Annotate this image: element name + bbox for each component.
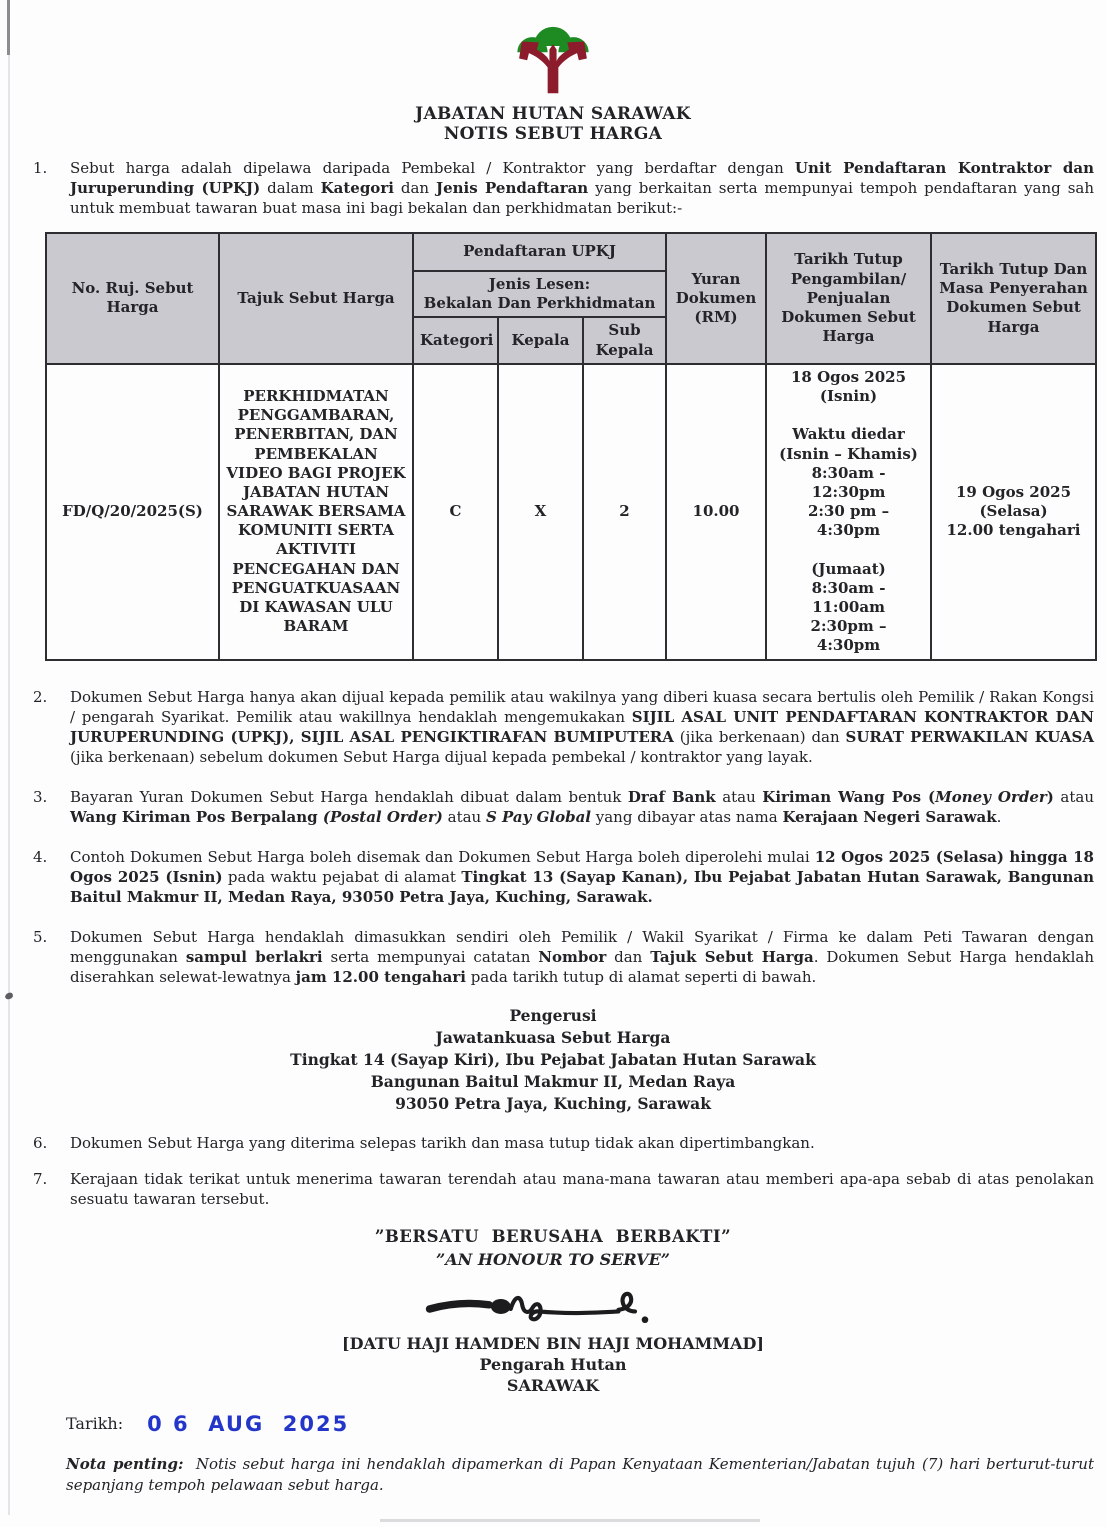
- notice-item-4: [33, 847, 1094, 907]
- signatory-name: [DATU HAJI HAMDEN BIN HAJI MOHAMMAD]: [342, 1333, 764, 1353]
- forest-department-tree-logo-icon: [507, 13, 599, 95]
- header-document-fee: Yuran Dokumen (RM): [666, 233, 766, 364]
- header-close-sale-date: Tarikh Tutup Pengambilan/ Penjualan Dokumen Sebut Harga: [766, 233, 931, 364]
- header-close-submit-date: Tarikh Tutup Dan Masa Penyerahan Dokumen Sebut Harga: [931, 233, 1096, 364]
- quotation-table: [45, 232, 1097, 661]
- date-stamp: 0 6 AUG 2025: [147, 1411, 350, 1436]
- item-number: 4.: [33, 847, 48, 866]
- cell-kategori: C: [413, 364, 498, 660]
- date-label: Tarikh:: [66, 1414, 124, 1434]
- cell-ref-no: FD/Q/20/2025(S): [46, 364, 219, 660]
- document-header: [0, 0, 1106, 144]
- item-number: 5.: [33, 927, 48, 946]
- item-number: 2.: [33, 687, 48, 706]
- header-license-type: Jenis Lesen: Bekalan Dan Perkhidmatan: [413, 271, 666, 317]
- header-sub-kepala: Sub Kepala: [583, 317, 666, 363]
- cell-close-sale-date: 18 Ogos 2025 (Isnin) Waktu diedar (Isnin – Khamis) 8:30am - 12:30pm 2:30 pm – 4:30pm (Jumaat) 8:30am - 11:00am 2:30pm – 4:30pm: [766, 364, 931, 660]
- cell-fee: 10.00: [666, 364, 766, 660]
- cell-close-submit-date: 19 Ogos 2025 (Selasa) 12.00 tengahari: [931, 364, 1096, 660]
- header-upkj-group: Pendaftaran UPKJ: [413, 233, 666, 271]
- organization-name: JABATAN HUTAN SARAWAK: [415, 104, 691, 124]
- notice-item-3: [33, 787, 1094, 827]
- signature-area: [0, 1275, 1106, 1333]
- signatory: [0, 1333, 1106, 1396]
- notice-item-2: [33, 687, 1094, 767]
- cell-sub-kepala: 2: [583, 364, 666, 660]
- header-ref-no: No. Ruj. Sebut Harga: [46, 233, 219, 364]
- motto-english: ”AN HONOUR TO SERVE”: [436, 1249, 670, 1269]
- item-number: 1.: [33, 159, 48, 177]
- item-number: 7.: [33, 1169, 48, 1188]
- cell-quote-title: PERKHIDMATAN PENGGAMBARAN, PENERBITAN, DAN PEMBEKALAN VIDEO BAGI PROJEK JABATAN HUTAN SARAWAK BERSAMA KOMUNITI SERTA AKTIVITI PENCEGAHAN DAN PENGUATKUASAAN DI KAWASAN ULU BARAM: [219, 364, 413, 660]
- scan-bottom-artifact: [380, 1519, 760, 1522]
- item-text: Bayaran Yuran Dokumen Sebut Harga hendaklah dibuat dalam bentuk Draf Bank atau Kiriman Wang Pos (Money Order) atau Wang Kiriman Pos Berpalang (Postal Order) atau S Pay Global yang dibayar atas nama Kerajaan Negeri Sarawak.: [70, 787, 1094, 826]
- signatory-title: Pengarah Hutan: [479, 1354, 627, 1374]
- notice-item-5: [33, 927, 1094, 987]
- important-note: Nota penting: Notis sebut harga ini hendaklah dipamerkan di Papan Kenyataan Kementerian/Jabatan tujuh (7) hari berturut-turut sepanjang tempoh pelawaan sebut harga.: [66, 1454, 1099, 1494]
- submission-address: Pengerusi Jawatankuasa Sebut Harga Tingkat 14 (Sayap Kiri), Ibu Pejabat Jabatan Hutan Sarawak Bangunan Baitul Makmur II, Medan Raya 93050 Petra Jaya, Kuching, Sarawak: [290, 1005, 816, 1113]
- table-row: [46, 364, 1096, 660]
- item-text: Kerajaan tidak terikat untuk menerima tawaran terendah atau mana-mana tawaran atau memberi apa-apa sebab di atas penolakan sesuatu tawaran tersebut.: [70, 1169, 1094, 1208]
- header-quote-title: Tajuk Sebut Harga: [219, 233, 413, 364]
- header-kepala: Kepala: [498, 317, 583, 363]
- scan-mark-artifact: [4, 992, 14, 1000]
- item-text: Dokumen Sebut Harga yang diterima selepas tarikh dan masa tutup tidak akan dipertimbangkan.: [70, 1133, 815, 1152]
- item-number: 6.: [33, 1133, 48, 1152]
- item-text: Contoh Dokumen Sebut Harga boleh disemak dan Dokumen Sebut Harga boleh diperolehi mulai 12 Ogos 2025 (Selasa) hingga 18 Ogos 2025 (Isnin) pada waktu pejabat di alamat Tingkat 13 (Sayap Kanan), Ibu Pejabat Jabatan Hutan Sarawak, Bangunan Baitul Makmur II, Medan Raya, 93050 Petra Jaya, Kuching, Sarawak.: [70, 847, 1094, 906]
- item-text: Sebut harga adalah dipelawa daripada Pembekal / Kontraktor yang berdaftar dengan Unit Pendaftaran Kontraktor dan Juruperunding (UPKJ) dalam Kategori dan Jenis Pendaftaran yang berkaitan serta mempunyai tempoh pendaftaran yang sah untuk membuat tawaran buat masa ini bagi bekalan dan perkhidmatan berikut:-: [70, 159, 1094, 217]
- item-number: 3.: [33, 787, 48, 806]
- notice-item-6: [33, 1133, 1094, 1153]
- cell-kepala: X: [498, 364, 583, 660]
- signature-scribble: [388, 1275, 718, 1333]
- notice-item-7: [33, 1169, 1094, 1209]
- document-title: NOTIS SEBUT HARGA: [443, 124, 663, 144]
- header-kategori: Kategori: [413, 317, 498, 363]
- date-line: [66, 1412, 1106, 1436]
- notice-item-1: [33, 158, 1094, 218]
- scan-edge-artifact-dark: [7, 0, 10, 55]
- signatory-region: SARAWAK: [506, 1375, 600, 1395]
- item-text: Dokumen Sebut Harga hanya akan dijual kepada pemilik atau wakilnya yang diberi kuasa secara bertulis oleh Pemilik / Rakan Kongsi / pengarah Syarikat. Pemilik atau wakillnya hendaklah mengemukakan SIJIL ASAL UNIT PENDAFTARAN KONTRAKTOR DAN JURUPERUNDING (UPKJ), SIJIL ASAL PENGIKTIRAFAN BUMIPUTERA (jika berkenaan) dan SURAT PERWAKILAN KUASA (jika berkenaan) sebelum dokumen Sebut Harga dijual kepada pembekal / kontraktor yang layak.: [70, 687, 1094, 766]
- motto-malay: ”BERSATU BERUSAHA BERBAKTI”: [374, 1226, 732, 1246]
- item-text: Dokumen Sebut Harga hendaklah dimasukkan sendiri oleh Pemilik / Wakil Syarikat / Firma ke dalam Peti Tawaran dengan menggunakan sampul berlakri serta mempunyai catatan Nombor dan Tajuk Sebut Harga. Dokumen Sebut Harga hendaklah diserahkan selewat-lewatnya jam 12.00 tengahari pada tarikh tutup di alamat seperti di bawah.: [70, 927, 1094, 986]
- scan-edge-artifact-light: [8, 55, 10, 1515]
- motto: [0, 1225, 1106, 1271]
